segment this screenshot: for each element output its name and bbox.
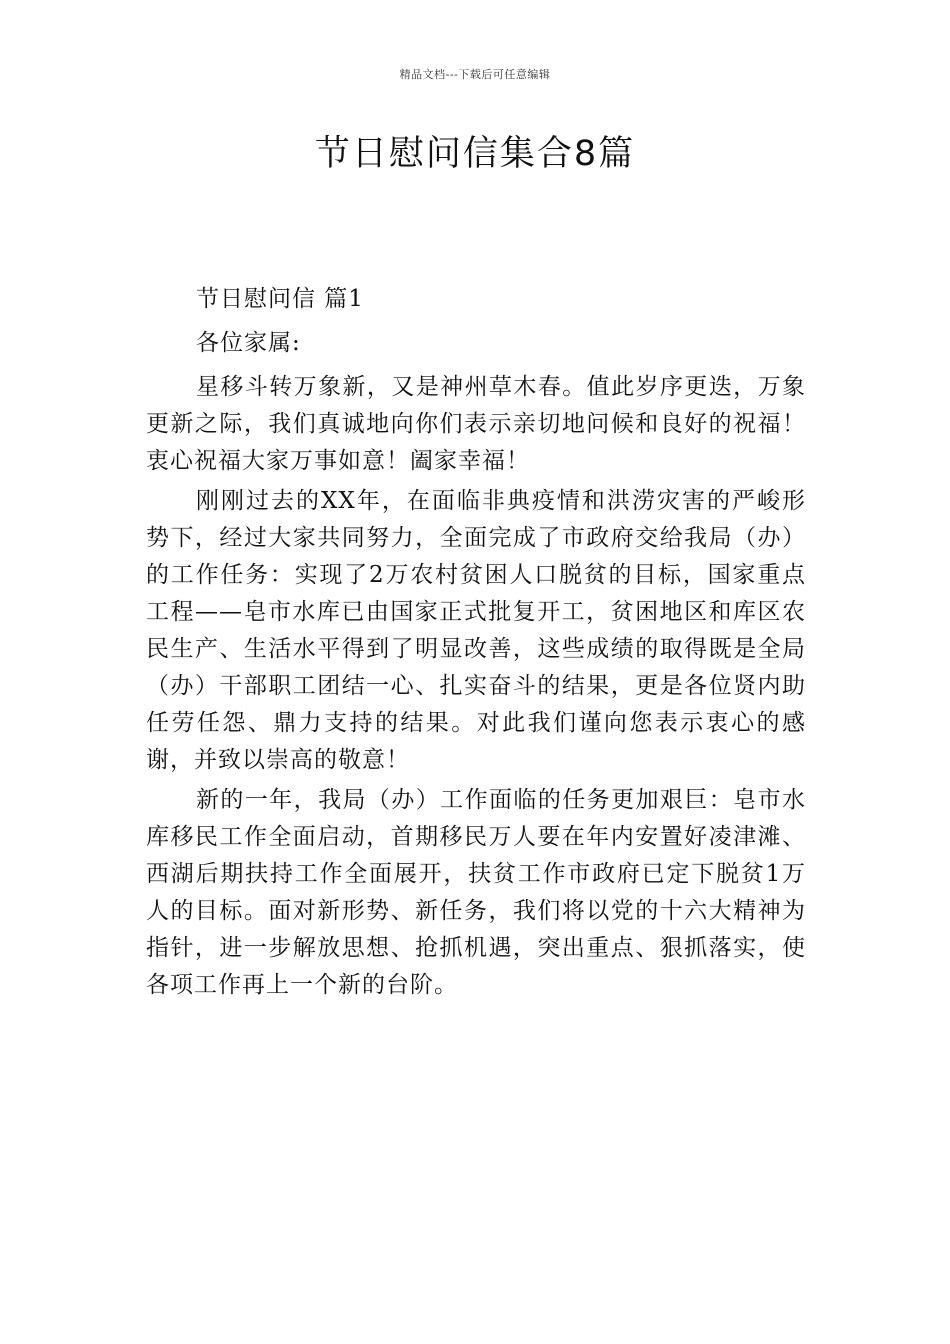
- section-heading: 节日慰问信 篇1: [196, 286, 364, 312]
- paragraph-2: 刚刚过去的XX年，在面临非典疫情和洪涝灾害的严峻形势下，经过大家共同努力，全面完成了市政府交给我局（办）的工作任务：实现了2万农村贫困人口脱贫的目标，国家重点工程——皂市水库已由国家正式批复开工，贫困地区和库区农民生产、生活水平得到了明显改善，这些成绩的取得既是全局（办）干部职工团结一心、扎实奋斗的结果，更是各位贤内助任劳任怨、鼎力支持的结果。对此我们谨向您表示衷心的感谢，并致以崇高的敬意！: [146, 488, 806, 773]
- salutation: 各位家属:: [196, 330, 301, 356]
- paragraph-1: 星移斗转万象新，又是神州草木春。值此岁序更迭，万象更新之际，我们真诚地向你们表示亲切地问候和良好的祝福！衷心祝福大家万事如意！阖家幸福！: [146, 374, 806, 474]
- header-note: 精品文档---下载后可任意编辑: [399, 68, 551, 81]
- document-title: 节日慰问信集合8篇: [314, 134, 636, 174]
- paragraph-3: 新的一年，我局（办）工作面临的任务更加艰巨：皂市水库移民工作全面启动，首期移民万人要在年内安置好凌津滩、西湖后期扶持工作全面展开，扶贫工作市政府已定下脱贫1万人的目标。面对新形势、新任务，我们将以党的十六大精神为指针，进一步解放思想、抢抓机遇，突出重点、狠抓落实，使各项工作再上一个新的台阶。: [146, 787, 806, 998]
- document-body: [146, 281, 806, 1007]
